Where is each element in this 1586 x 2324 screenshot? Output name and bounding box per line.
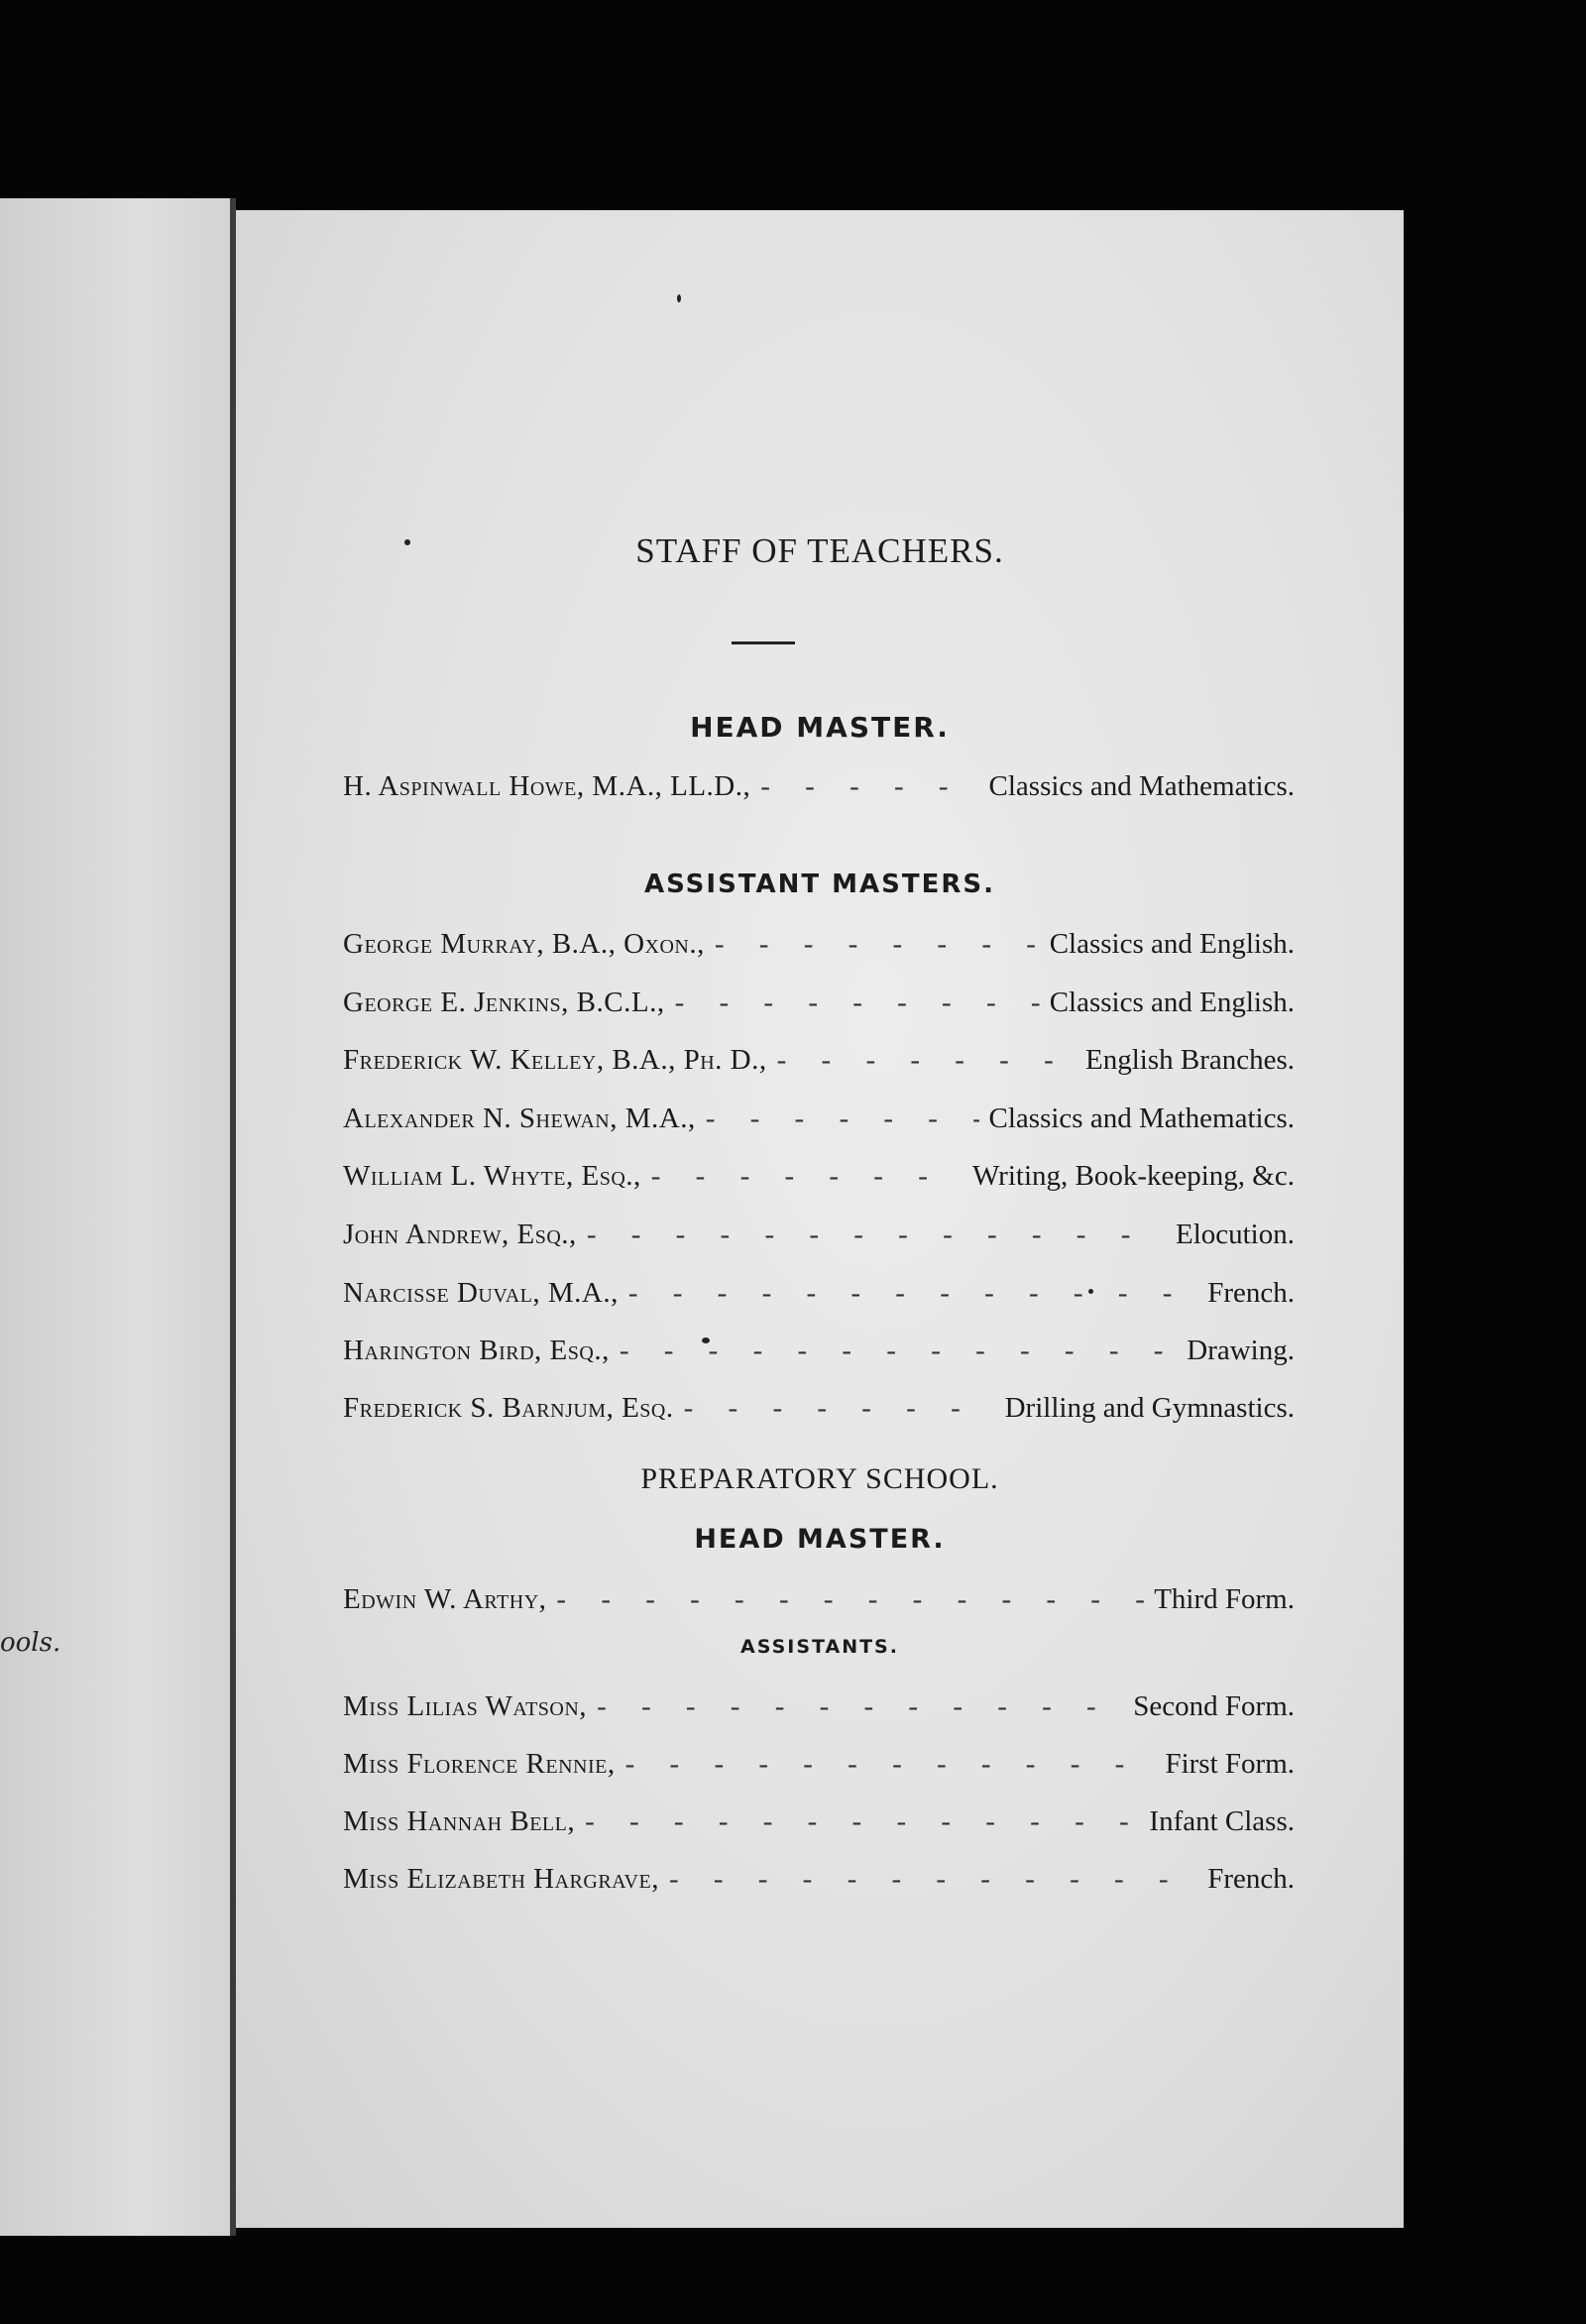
staff-name: Miss Lilias Watson, — [343, 1690, 588, 1722]
staff-row — [343, 928, 1295, 972]
staff-subject: Classics and English. — [1049, 928, 1295, 960]
staff-row — [343, 1863, 1295, 1907]
staff-row — [343, 1277, 1295, 1321]
dot-leader — [706, 1103, 979, 1135]
staff-name: Frederick W. Kelley, B.A., Ph. D., — [343, 1044, 767, 1076]
page-title: STAFF OF TEACHERS. — [635, 531, 1004, 570]
section-heading-assistant-masters: ASSISTANT MASTERS. — [643, 870, 996, 899]
staff-row — [343, 1392, 1295, 1436]
staff-name: Miss Florence Rennie, — [343, 1748, 616, 1780]
staff-subject: Classics and Mathematics. — [988, 770, 1295, 802]
staff-subject: First Form. — [1165, 1748, 1295, 1780]
staff-subject: Elocution. — [1175, 1219, 1295, 1250]
staff-subject: English Branches. — [1084, 1044, 1295, 1076]
staff-name: George Murray, B.A., Oxon., — [343, 928, 705, 960]
dot-leader — [684, 1392, 995, 1425]
staff-row — [343, 1748, 1295, 1792]
staff-row — [343, 1044, 1295, 1088]
staff-subject: French. — [1207, 1863, 1295, 1895]
staff-name: Miss Hannah Bell, — [343, 1805, 576, 1837]
staff-row — [343, 1335, 1295, 1378]
staff-subject: Drawing. — [1187, 1335, 1295, 1366]
staff-name: William L. Whyte, Esq., — [343, 1160, 641, 1192]
staff-name: H. Aspinwall Howe, M.A., LL.D., — [343, 770, 751, 802]
document-page — [236, 210, 1404, 2228]
dot-leader — [777, 1044, 1076, 1077]
staff-row — [343, 1805, 1295, 1849]
left-facing-page — [0, 198, 230, 2236]
dot-leader — [556, 1583, 1144, 1616]
dot-leader — [715, 928, 1040, 961]
staff-subject: Classics and Mathematics. — [988, 1103, 1295, 1134]
staff-name: George E. Jenkins, B.C.L., — [343, 987, 665, 1018]
section-heading-prep-head-master: HEAD MASTER. — [694, 1524, 946, 1555]
staff-subject: Second Form. — [1133, 1690, 1295, 1722]
dot-leader — [628, 1277, 1197, 1310]
staff-name: Miss Elizabeth Hargrave, — [343, 1863, 659, 1895]
staff-name: Alexander N. Shewan, M.A., — [343, 1103, 696, 1134]
staff-row — [343, 770, 1295, 814]
staff-name: John Andrew, Esq., — [343, 1219, 577, 1250]
left-page-text-fragment: ools. — [0, 1628, 61, 1658]
dot-leader — [585, 1805, 1139, 1838]
staff-subject: Drilling and Gymnastics. — [1004, 1392, 1295, 1424]
section-heading-preparatory-school: PREPARATORY SCHOOL. — [640, 1462, 999, 1495]
dot-leader — [597, 1690, 1123, 1723]
section-heading-assistants: ASSISTANTS. — [740, 1636, 899, 1658]
dot-leader — [760, 770, 978, 803]
staff-row — [343, 1583, 1295, 1627]
dot-leader — [669, 1863, 1197, 1896]
staff-subject: Classics and English. — [1049, 987, 1295, 1018]
staff-row — [343, 1103, 1295, 1146]
dot-leader — [675, 987, 1040, 1019]
section-heading-head-master: HEAD MASTER. — [690, 711, 950, 744]
dot-leader — [587, 1219, 1166, 1251]
dot-leader — [651, 1160, 963, 1193]
staff-subject: Infant Class. — [1149, 1805, 1295, 1837]
staff-row — [343, 1160, 1295, 1204]
staff-subject: Writing, Book-keeping, &c. — [971, 1160, 1295, 1192]
dot-leader — [625, 1748, 1156, 1781]
staff-name: Narcisse Duval, M.A., — [343, 1277, 619, 1309]
staff-name: Edwin W. Arthy, — [343, 1583, 547, 1615]
staff-row — [343, 1219, 1295, 1262]
staff-name: Frederick S. Barnjum, Esq. — [343, 1392, 674, 1424]
title-rule — [732, 641, 795, 644]
staff-row — [343, 987, 1295, 1030]
staff-row — [343, 1690, 1295, 1734]
staff-subject: French. — [1207, 1277, 1295, 1309]
staff-name: Harington Bird, Esq., — [343, 1335, 610, 1366]
staff-subject: Third Form. — [1154, 1583, 1295, 1615]
